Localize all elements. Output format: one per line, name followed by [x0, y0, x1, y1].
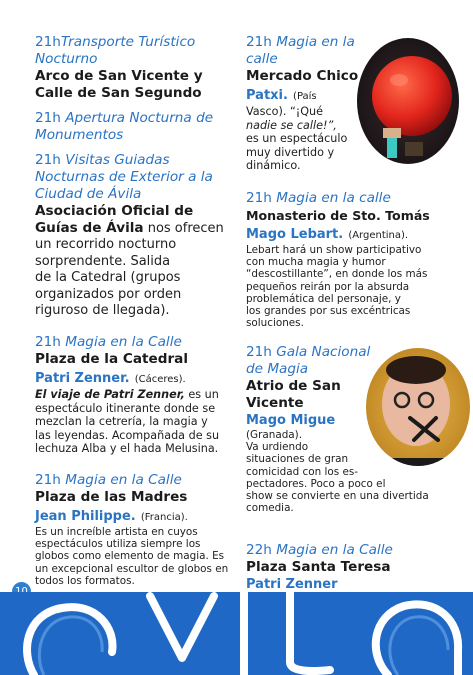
event-magia-plaza-madres: 21h Magia en la Calle Plaza de las Madres Jean Philippe. (Francia). Es un increíble artista en cuyos espectáculos utiliza siempre los globos como elemento de magia. Es un excepcional escultor de globos en todos los formatos.: [35, 472, 229, 587]
event-hour: 21h: [35, 152, 61, 168]
performer-name: Jean Philippe.: [35, 509, 136, 524]
event-description: Es un increíble artista en cuyos: [35, 526, 198, 538]
magician-portrait-photo: [366, 348, 470, 466]
event-description: un recorrido nocturno: [35, 237, 177, 253]
event-title: 21h Apertura Nocturna de: [35, 110, 214, 126]
event-visitas-guiadas: 21h Visitas Guiadas Nocturnas de Exterior a la Ciudad de Ávila Asociación Oficial de Guías de Ávila nos ofrecen un recorrido nocturno sorprendente. Salida de la Catedral (grupos organizados por orden riguroso de llegada).: [35, 152, 224, 319]
event-description: espectáculo itinerante donde se: [35, 401, 216, 415]
event-gala-nacional-magia: 21h Gala Nacional de Magia Atrio de San Vicente Mago Migue (Granada). Va urdiendo situaciones de gran comicidad con los es- pectadores. Poco a poco el show se convierte en una divertida comedia.: [246, 344, 429, 515]
balloon-performer-photo: [357, 38, 459, 164]
event-venue: Monasterio de Sto. Tomás: [246, 208, 430, 223]
event-magia-plaza-santa-teresa: [246, 542, 393, 593]
event-magia-plaza-catedral: 21h Magia en la Calle Plaza de la Catedral Patri Zenner. (Cáceres). El viaje de Patri Zenner, es un espectáculo itinerante donde se mezclan la cetrería, la magia y las leyendas. Acompañada de su lechuza Alba y el hada Melusina.: [35, 334, 220, 456]
event-title: 21hTransporte Turístico: [35, 34, 196, 50]
event-venue: Arco de San Vicente y: [35, 68, 203, 84]
event-venue: Atrio de San: [246, 378, 341, 394]
event-description: Lebart hará un show participativo: [246, 244, 422, 256]
performer-name: Patri Zenner.: [35, 371, 130, 386]
event-hour: 22h: [246, 542, 272, 558]
event-hour: 21h: [35, 34, 61, 50]
event-venue: Plaza de las Madres: [35, 489, 188, 505]
event-title: 21h Magia en la calle: [246, 190, 391, 206]
performer-name: Mago Lebart.: [246, 227, 344, 242]
event-title: 21h Visitas Guiadas: [35, 152, 170, 168]
performer-name: Patri Zenner: [246, 577, 338, 592]
event-title: 21h Magia en la Calle: [35, 472, 182, 488]
event-title: 21h Gala Nacional: [246, 344, 371, 360]
event-venue: Mercado Chico: [246, 68, 359, 84]
event-venue: Plaza Santa Teresa: [246, 559, 391, 575]
event-title: 22h Magia en la Calle: [246, 542, 393, 558]
event-magia-monasterio: 21h Magia en la calle Monasterio de Sto. Tomás Mago Lebart. (Argentina). Lebart hará un show participativo con mucha magia y humor “descostillante”, en donde los más pequeños reirán por la absurda problemática del personaje, y los grandes por sus excéntricas soluciones.: [246, 190, 430, 330]
show-title: El viaje de Patri Zenner,: [35, 388, 185, 401]
event-magia-mercado-chico: 21h Magia en la calle Mercado Chico Patxi. (País Vasco). “¡Qué nadie se calle!”, es un espectáculo muy divertido y dinámico.: [246, 34, 359, 173]
event-hour: 21h: [246, 34, 272, 50]
event-transporte-turistico: 21hTransporte Turístico Nocturno Arco de San Vicente y Calle de San Segundo: [35, 34, 203, 101]
performer-name: Mago Migue: [246, 413, 336, 428]
event-hour: 21h: [35, 472, 61, 488]
event-organizer: Asociación Oficial de: [35, 203, 194, 219]
event-apertura-monumentos: 21h Apertura Nocturna de Monumentos: [35, 110, 214, 143]
event-title: 21h Magia en la Calle: [35, 334, 182, 350]
event-hour: 21h: [35, 110, 61, 126]
avila-lettering-graphic: [0, 592, 473, 675]
event-hour: 21h: [35, 334, 61, 350]
event-description: (Granada).: [246, 429, 303, 441]
performer-name: Patxi.: [246, 88, 288, 103]
event-hour: 21h: [246, 190, 272, 206]
event-venue: Plaza de la Catedral: [35, 351, 188, 367]
event-hour: 21h: [246, 344, 272, 360]
event-title: 21h Magia en la: [246, 34, 355, 50]
footer-avila-band: [0, 592, 473, 675]
